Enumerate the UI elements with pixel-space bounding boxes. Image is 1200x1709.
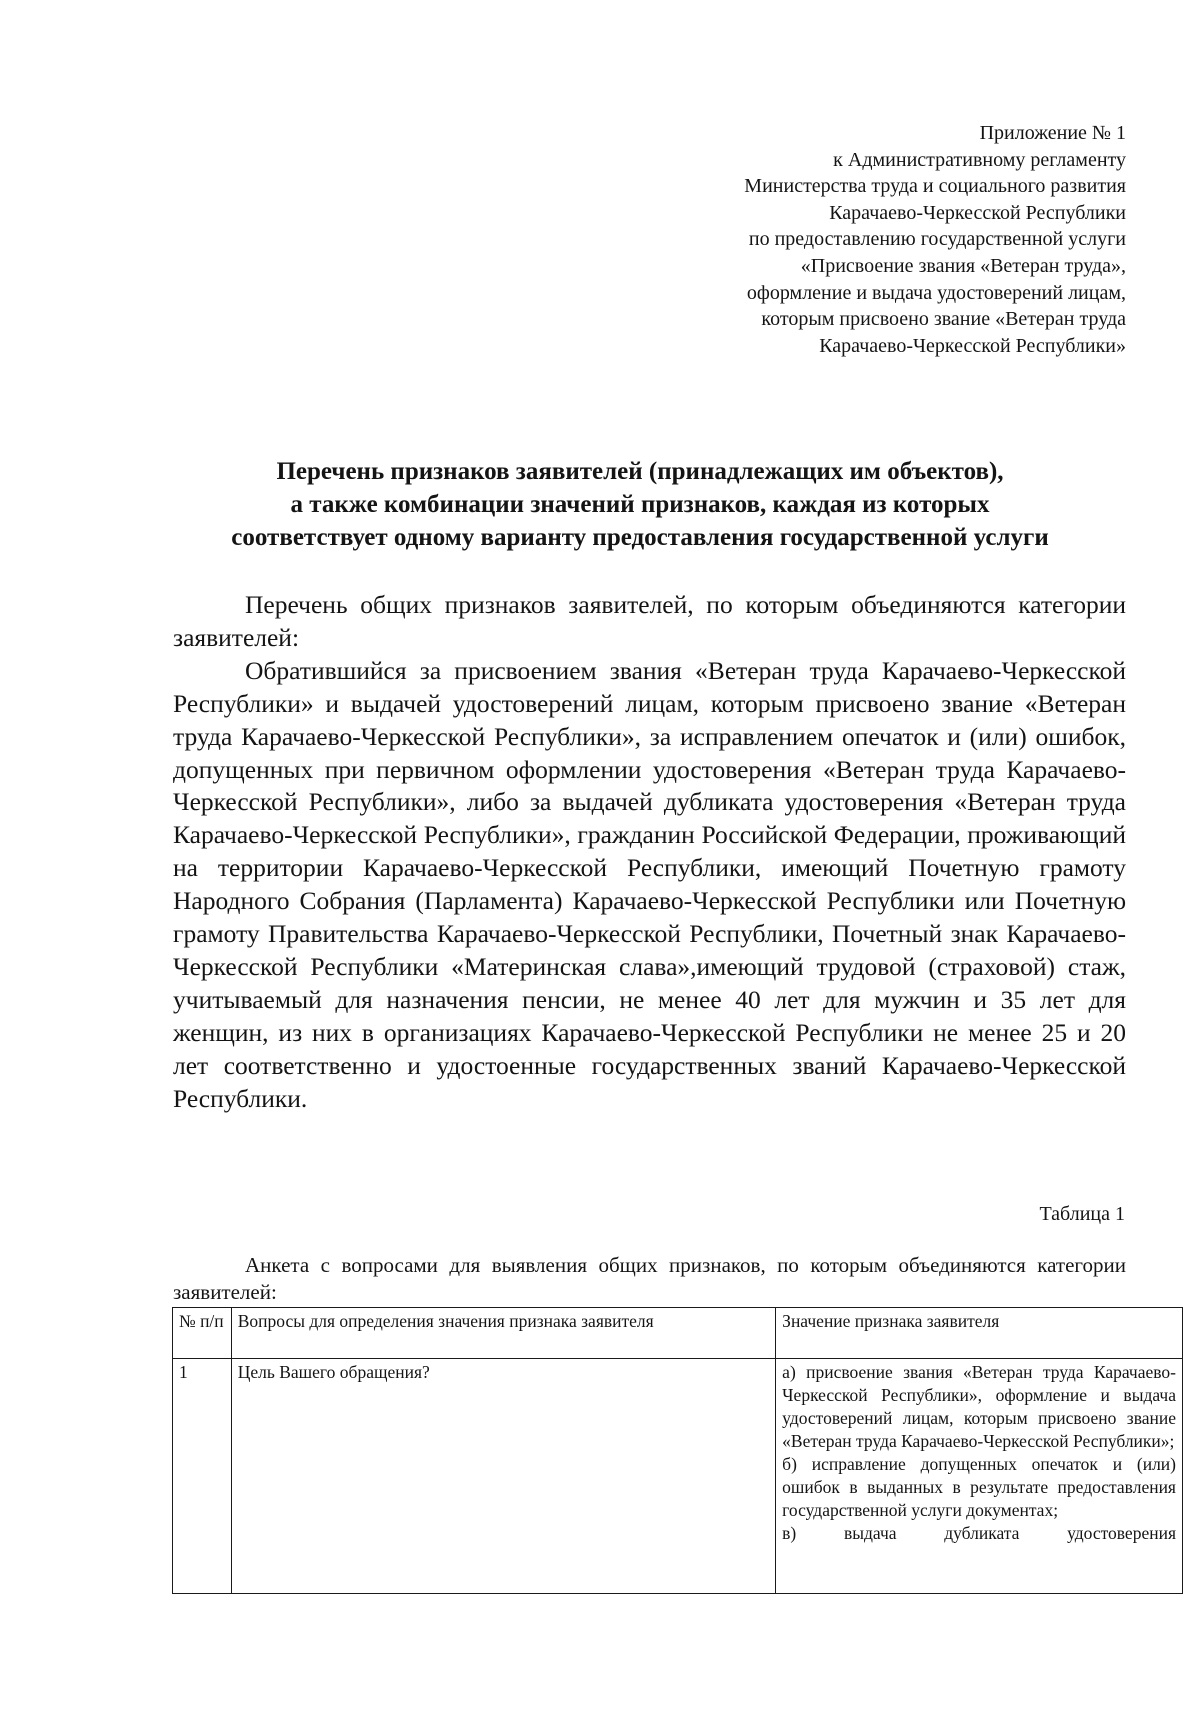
- questionnaire-table: [172, 1307, 1183, 1594]
- appendix-line: Приложение № 1: [979, 122, 1126, 144]
- header-num: № п/п: [173, 1308, 232, 1359]
- body-text: [173, 589, 1126, 1116]
- appendix-line: оформление и выдача удостоверений лицам,: [746, 281, 1126, 304]
- title-line: соответствует одному варианту предоставления государственной услуги: [231, 524, 1049, 551]
- header-value: Значение признака заявителя: [776, 1308, 1183, 1359]
- appendix-line: к Административному регламенту: [833, 148, 1126, 171]
- title-line: Перечень признаков заявителей (принадлежащих им объектов),: [276, 458, 1004, 485]
- answer-option-b: б) исправление допущенных опечаток и (или) ошибок в выданных в результате предоставления государственной услуги документах;: [782, 1454, 1176, 1520]
- paragraph-categories: Перечень общих признаков заявителей, по которым объединяются категории заявителей:: [173, 590, 1126, 652]
- table-row: [173, 1359, 1183, 1594]
- questionnaire-intro: Анкета с вопросами для выявления общих признаков, по которым объединяются категории заявителей:: [173, 1253, 1126, 1304]
- appendix-line: «Присвоение звания «Ветеран труда»,: [800, 254, 1126, 277]
- appendix-line: Карачаево-Черкесской Республики»: [819, 334, 1126, 357]
- appendix-header: [566, 120, 1126, 359]
- document-title: [150, 455, 1130, 554]
- row-num: 1: [173, 1359, 232, 1594]
- table-header-row: [173, 1308, 1183, 1359]
- appendix-line: Карачаево-Черкесской Республики: [829, 201, 1126, 224]
- answer-option-c: в) выдача дубликата удостоверения: [782, 1523, 1176, 1543]
- appendix-line: которым присвоено звание «Ветеран труда: [761, 308, 1126, 331]
- title-line: а также комбинации значений признаков, каждая из которых: [290, 491, 990, 518]
- table-label: Таблица 1: [1039, 1203, 1125, 1225]
- header-question: Вопросы для определения значения признака заявителя: [231, 1308, 775, 1359]
- appendix-line: Министерства труда и социального развития: [744, 175, 1126, 198]
- answer-option-a: а) присвоение звания «Ветеран труда Карачаево-Черкесской Республики», оформление и выдача удостоверений лицам, которым присвоено звание «Ветеран труда Карачаево-Черкесской Республики»;: [782, 1362, 1176, 1451]
- row-answers: [776, 1359, 1183, 1594]
- row-question: Цель Вашего обращения?: [231, 1359, 775, 1594]
- paragraph-applicant-description: Обратившийся за присвоением звания «Ветеран труда Карачаево-Черкесской Республики» и выдачей удостоверений лицам, которым присвоено звание «Ветеран труда Карачаево-Черкесской Республики», за исправлением опечаток и (или) ошибок, допущенных при первичном оформлении удостоверения «Ветеран труда Карачаево-Черкесской Республики», либо за выдачей дубликата удостоверения «Ветеран труда Карачаево-Черкесской Республики», гражданин Российской Федерации, проживающий на территории Карачаево-Черкесской Республики, имеющий Почетную грамоту Народного Собрания (Парламента) Карачаево-Черкесской Республики или Почетную грамоту Правительства Карачаево-Черкесской Республики, Почетный знак Карачаево-Черкесской Республики «Материнская слава»,имеющий трудовой (страховой) стаж, учитываемый для назначения пенсии, не менее 40 лет для мужчин и 35 лет для женщин, из них в организациях Карачаево-Черкесской Республики не менее 25 и 20 лет соответственно и удостоенные государственных званий Карачаево-Черкесской Республики.: [173, 655, 1126, 1113]
- appendix-line: по предоставлению государственной услуги: [748, 228, 1126, 251]
